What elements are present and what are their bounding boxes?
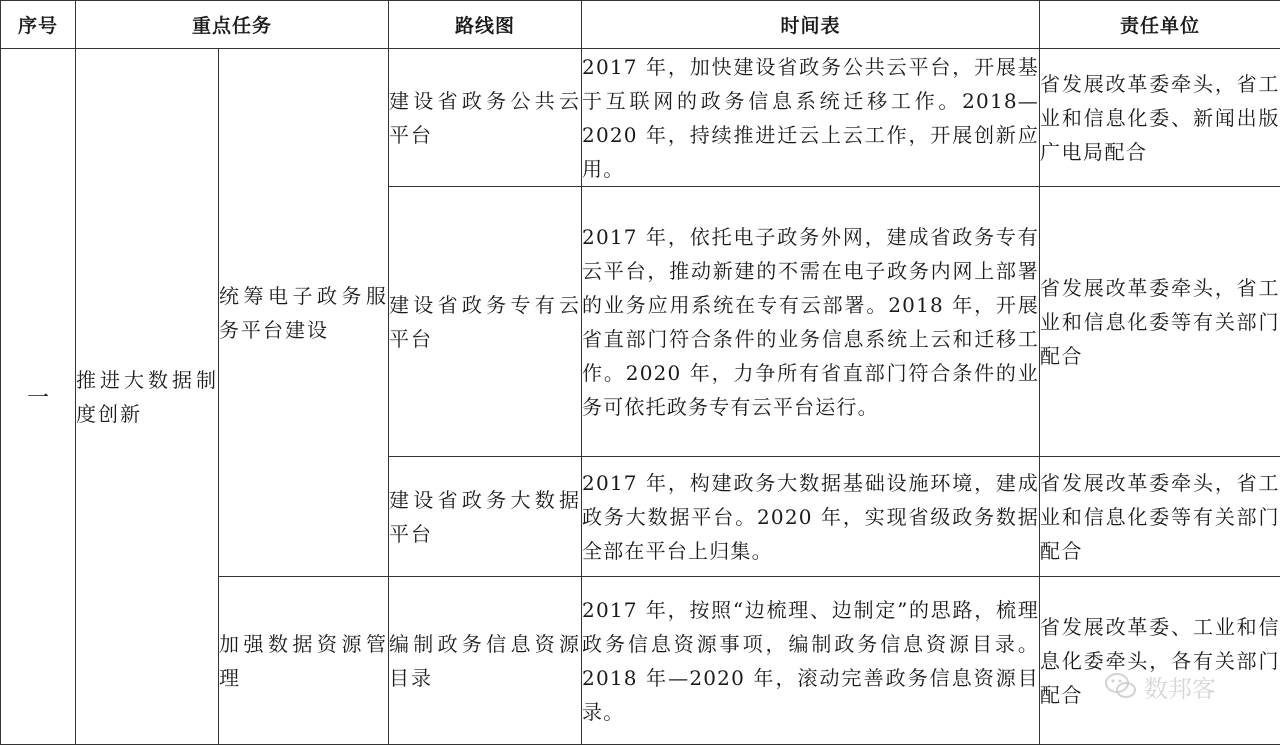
roadmap-cell: 建设省政务专有云平台 [389, 187, 582, 457]
task-level2-cell: 加强数据资源管理 [219, 577, 389, 745]
unit-cell: 省发展改革委牵头，省工业和信息化委、新闻出版广电局配合 [1040, 49, 1280, 187]
header-roadmap: 路线图 [389, 1, 582, 49]
timeline-cell: 2017 年，按照“边梳理、边制定”的思路，梳理政务信息资源事项，编制政务信息资源目录。2018 年—2020 年，滚动完善政务信息资源目录。 [582, 577, 1040, 745]
seq-cell: 一 [1, 49, 76, 745]
task-level2-cell: 统筹电子政务服务平台建设 [219, 49, 389, 577]
unit-cell: 省发展改革委牵头，省工业和信息化委等有关部门配合 [1040, 187, 1280, 457]
header-task: 重点任务 [76, 1, 389, 49]
roadmap-cell: 建设省政务大数据平台 [389, 457, 582, 577]
header-row [1, 1, 1280, 49]
unit-cell: 省发展改革委、工业和信息化委牵头，各有关部门配合 [1040, 577, 1280, 745]
header-timeline: 时间表 [582, 1, 1040, 49]
task-level1-cell: 推进大数据制度创新 [76, 49, 219, 745]
roadmap-cell: 建设省政务公共云平台 [389, 49, 582, 187]
watermark-text: 数邦客 [1144, 669, 1216, 704]
timeline-cell: 2017 年，构建政务大数据基础设施环境，建成政务大数据平台。2020 年，实现省级政务数据全部在平台上归集。 [582, 457, 1040, 577]
table-row [1, 49, 1280, 187]
header-unit: 责任单位 [1040, 1, 1280, 49]
unit-cell: 省发展改革委牵头，省工业和信息化委等有关部门配合 [1040, 457, 1280, 577]
header-seq: 序号 [1, 1, 76, 49]
timeline-cell: 2017 年，依托电子政务外网，建成省政务专有云平台，推动新建的不需在电子政务内网上部署的业务应用系统在专有云部署。2018 年，开展省直部门符合条件的业务信息系统上云和迁移工作。2020 年，力争所有省直部门符合条件的业务可依托政务专有云平台运行。 [582, 187, 1040, 457]
roadmap-cell: 编制政务信息资源目录 [389, 577, 582, 745]
timeline-cell: 2017 年，加快建设省政务公共云平台，开展基于互联网的政务信息系统迁移工作。2018—2020 年，持续推进迁云上云工作，开展创新应用。 [582, 49, 1040, 187]
